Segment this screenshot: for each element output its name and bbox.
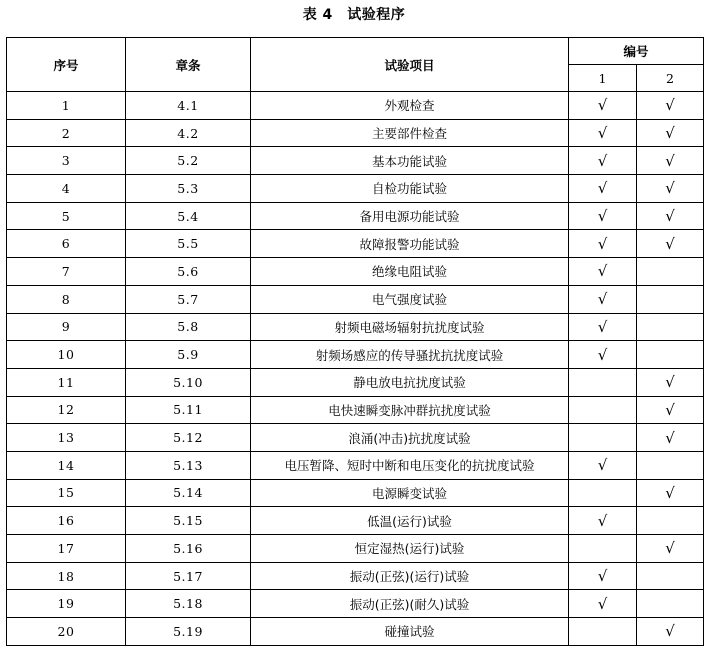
- row-check-1: [569, 535, 637, 563]
- row-seq: 14: [7, 451, 126, 479]
- table-row: [7, 451, 704, 479]
- row-seq: 3: [7, 147, 126, 175]
- row-check-1: [569, 424, 637, 452]
- table-row: [7, 202, 704, 230]
- row-clause: 5.18: [126, 590, 251, 618]
- row-seq: 12: [7, 396, 126, 424]
- row-seq: 16: [7, 507, 126, 535]
- row-seq: 2: [7, 119, 126, 147]
- row-test-item: 静电放电抗扰度试验: [251, 368, 569, 396]
- row-seq: 7: [7, 258, 126, 286]
- header-col-2: 2: [637, 65, 704, 92]
- row-check-1: √: [569, 285, 637, 313]
- row-clause: 5.16: [126, 535, 251, 563]
- row-check-1: √: [569, 92, 637, 120]
- row-check-2: √: [637, 175, 704, 203]
- row-test-item: 振动(正弦)(耐久)试验: [251, 590, 569, 618]
- row-test-item: 绝缘电阻试验: [251, 258, 569, 286]
- row-clause: 5.13: [126, 451, 251, 479]
- row-seq: 15: [7, 479, 126, 507]
- row-test-item: 低温(运行)试验: [251, 507, 569, 535]
- table-row: [7, 479, 704, 507]
- row-check-1: √: [569, 451, 637, 479]
- row-check-2: √: [637, 618, 704, 646]
- row-test-item: 电源瞬变试验: [251, 479, 569, 507]
- row-clause: 5.6: [126, 258, 251, 286]
- row-check-2: [637, 258, 704, 286]
- row-test-item: 自检功能试验: [251, 175, 569, 203]
- table-row: [7, 507, 704, 535]
- row-clause: 5.14: [126, 479, 251, 507]
- row-seq: 4: [7, 175, 126, 203]
- row-check-2: √: [637, 202, 704, 230]
- table-row: [7, 147, 704, 175]
- table-row: [7, 313, 704, 341]
- header-col-1: 1: [569, 65, 637, 92]
- row-check-2: √: [637, 424, 704, 452]
- table-row: [7, 175, 704, 203]
- row-clause: 4.1: [126, 92, 251, 120]
- row-test-item: 碰撞试验: [251, 618, 569, 646]
- table-row: [7, 230, 704, 258]
- table-row: [7, 119, 704, 147]
- row-test-item: 备用电源功能试验: [251, 202, 569, 230]
- row-check-2: √: [637, 396, 704, 424]
- row-check-1: √: [569, 507, 637, 535]
- table-row: [7, 396, 704, 424]
- row-test-item: 故障报警功能试验: [251, 230, 569, 258]
- header-number: 编号: [569, 38, 704, 65]
- table-row: [7, 341, 704, 369]
- row-check-1: √: [569, 341, 637, 369]
- row-seq: 1: [7, 92, 126, 120]
- row-test-item: 电快速瞬变脉冲群抗扰度试验: [251, 396, 569, 424]
- row-check-2: [637, 562, 704, 590]
- row-check-2: √: [637, 535, 704, 563]
- row-clause: 5.10: [126, 368, 251, 396]
- table-title: 表 4 试验程序: [302, 7, 406, 23]
- table-row: [7, 368, 704, 396]
- header-clause: 章条: [126, 38, 251, 92]
- row-check-2: √: [637, 479, 704, 507]
- row-check-2: √: [637, 92, 704, 120]
- row-check-2: [637, 507, 704, 535]
- row-test-item: 射频场感应的传导骚扰抗扰度试验: [251, 341, 569, 369]
- row-test-item: 外观检查: [251, 92, 569, 120]
- row-seq: 10: [7, 341, 126, 369]
- row-seq: 18: [7, 562, 126, 590]
- table-body: [7, 92, 704, 646]
- row-test-item: 电气强度试验: [251, 285, 569, 313]
- row-test-item: 恒定湿热(运行)试验: [251, 535, 569, 563]
- row-test-item: 浪涌(冲击)抗扰度试验: [251, 424, 569, 452]
- row-check-1: √: [569, 147, 637, 175]
- row-seq: 20: [7, 618, 126, 646]
- row-clause: 5.2: [126, 147, 251, 175]
- row-seq: 13: [7, 424, 126, 452]
- table-row: [7, 535, 704, 563]
- row-seq: 19: [7, 590, 126, 618]
- row-check-1: [569, 368, 637, 396]
- row-seq: 11: [7, 368, 126, 396]
- row-clause: 5.9: [126, 341, 251, 369]
- row-clause: 5.15: [126, 507, 251, 535]
- table-row: [7, 424, 704, 452]
- row-check-1: √: [569, 562, 637, 590]
- row-check-1: [569, 618, 637, 646]
- row-check-2: [637, 451, 704, 479]
- row-check-1: √: [569, 313, 637, 341]
- row-clause: 5.11: [126, 396, 251, 424]
- row-test-item: 电压暂降、短时中断和电压变化的抗扰度试验: [251, 451, 569, 479]
- row-clause: 4.2: [126, 119, 251, 147]
- row-check-1: √: [569, 202, 637, 230]
- row-test-item: 振动(正弦)(运行)试验: [251, 562, 569, 590]
- row-check-1: √: [569, 119, 637, 147]
- row-check-1: [569, 396, 637, 424]
- table-row: [7, 92, 704, 120]
- row-clause: 5.19: [126, 618, 251, 646]
- row-check-2: [637, 590, 704, 618]
- row-clause: 5.7: [126, 285, 251, 313]
- table-row: [7, 562, 704, 590]
- row-check-1: √: [569, 230, 637, 258]
- row-check-2: √: [637, 147, 704, 175]
- row-check-1: √: [569, 590, 637, 618]
- row-seq: 8: [7, 285, 126, 313]
- row-check-2: [637, 313, 704, 341]
- row-check-1: [569, 479, 637, 507]
- header-item: 试验项目: [251, 38, 569, 92]
- row-check-2: [637, 341, 704, 369]
- row-seq: 6: [7, 230, 126, 258]
- row-check-2: √: [637, 119, 704, 147]
- row-clause: 5.4: [126, 202, 251, 230]
- row-seq: 9: [7, 313, 126, 341]
- row-seq: 5: [7, 202, 126, 230]
- table-row: [7, 258, 704, 286]
- test-procedure-table: [6, 37, 704, 646]
- row-check-2: √: [637, 368, 704, 396]
- row-clause: 5.8: [126, 313, 251, 341]
- row-check-2: [637, 285, 704, 313]
- row-clause: 5.17: [126, 562, 251, 590]
- row-check-1: √: [569, 175, 637, 203]
- row-check-1: √: [569, 258, 637, 286]
- row-seq: 17: [7, 535, 126, 563]
- row-clause: 5.5: [126, 230, 251, 258]
- header-seq: 序号: [7, 38, 126, 92]
- row-clause: 5.12: [126, 424, 251, 452]
- row-test-item: 基本功能试验: [251, 147, 569, 175]
- table-row: [7, 618, 704, 646]
- row-test-item: 射频电磁场辐射抗扰度试验: [251, 313, 569, 341]
- row-test-item: 主要部件检查: [251, 119, 569, 147]
- table-row: [7, 285, 704, 313]
- row-check-2: √: [637, 230, 704, 258]
- row-clause: 5.3: [126, 175, 251, 203]
- table-row: [7, 590, 704, 618]
